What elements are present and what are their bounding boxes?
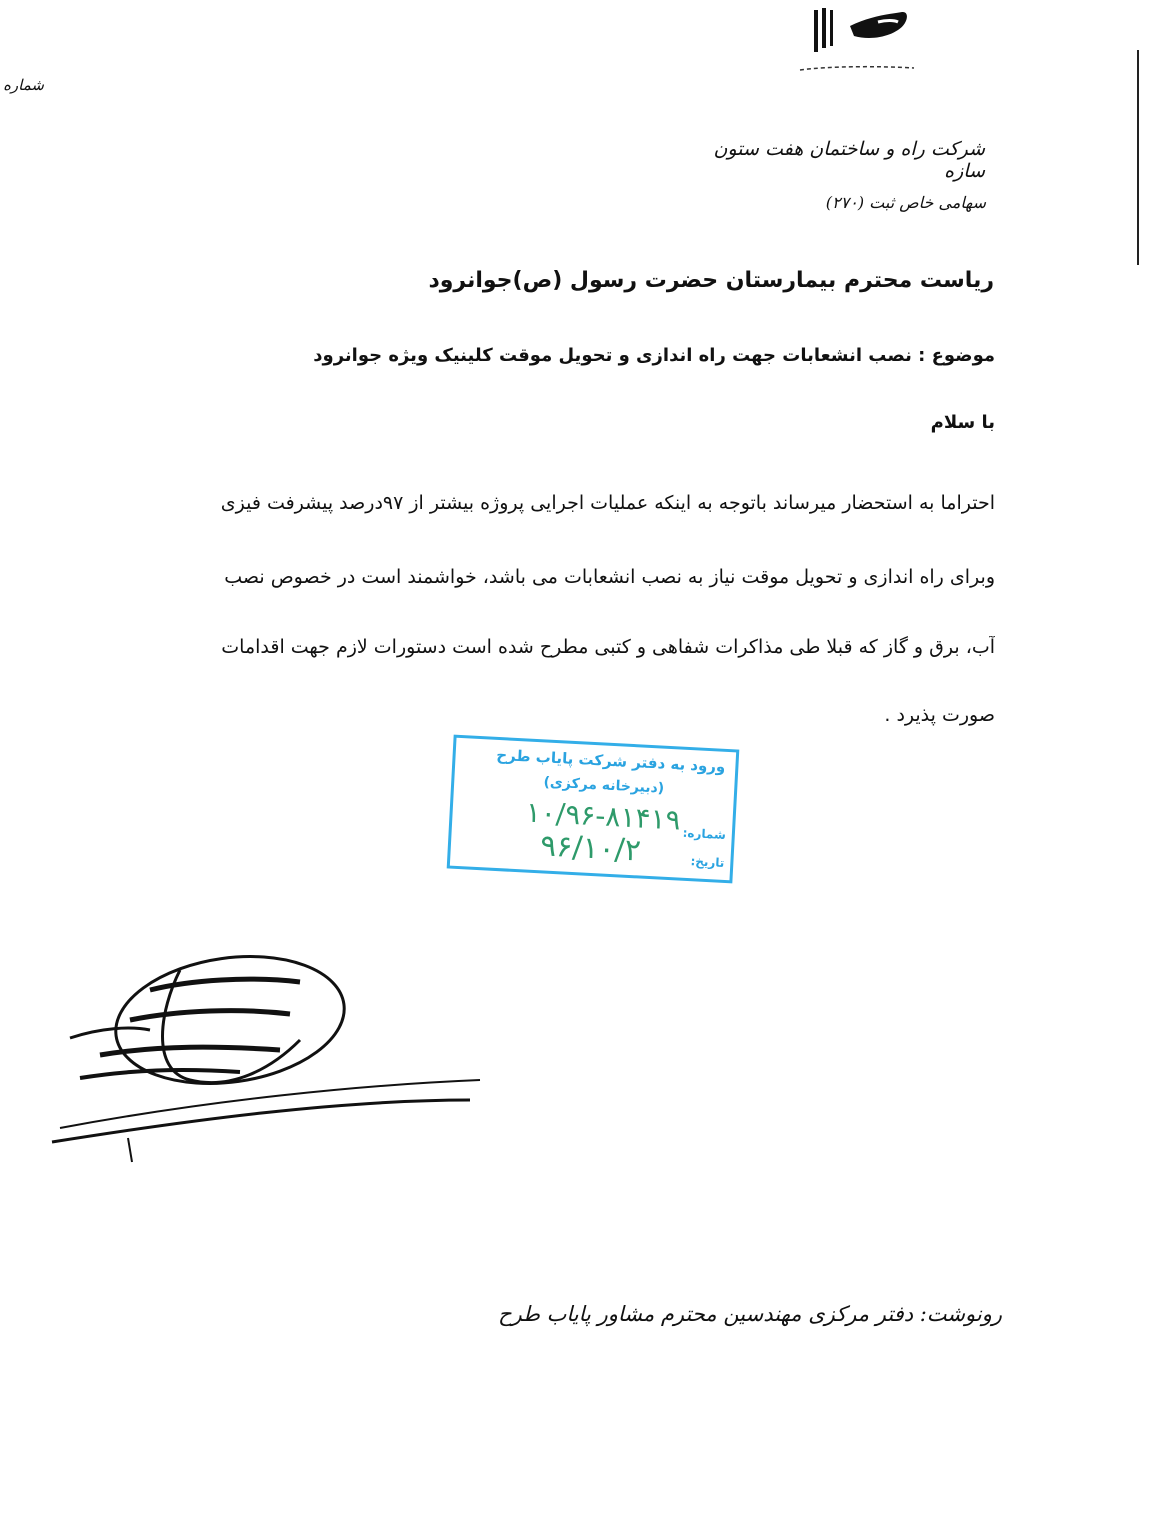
- company-name: شرکت راه و ساختمان هفت ستون سازه: [713, 138, 985, 182]
- registration-stamp: [447, 735, 740, 884]
- margin-rule: [1137, 50, 1139, 265]
- recipient-heading: ریاست محترم بیمارستان حضرت رسول (ص)جوانرود: [428, 268, 994, 293]
- body-line: آب، برق و گاز که قبلا طی مذاکرات شفاهی و کتبی مطرح شده است دستورات لازم جهت اقدامات: [221, 636, 995, 658]
- company-registration: سهامی خاص ثبت (۲۷۰): [825, 193, 986, 212]
- body-line: وبرای راه اندازی و تحویل موقت نیاز به نصب انشعابات می باشد، خواشمند است در خصوص نصب: [224, 566, 995, 588]
- cc-note: رونوشت: دفتر مرکزی مهندسین محترم مشاور پایاب طرح: [498, 1302, 1002, 1326]
- stamp-date-value: ۹۶/۱۰/۲: [539, 828, 642, 869]
- stamp-date-label: تاریخ:: [690, 854, 725, 870]
- signature-seal: [40, 950, 490, 1170]
- stamp-subtitle: (دبیرخانه مرکزی): [543, 774, 665, 797]
- subject-line: موضوع : نصب انشعابات جهت راه اندازی و تحویل موقت کلینیک ویژه جوانرود: [313, 345, 995, 366]
- body-line: صورت پذیرد .: [884, 704, 995, 726]
- body-line: احتراما به استحضار میرساند باتوجه به اینکه عملیات اجرایی پروژه بیشتر از ۹۷درصد پیشرفت فیزی: [220, 492, 995, 514]
- stamp-number-label: شماره:: [682, 825, 727, 842]
- stamp-title: ورود به دفتر شرکت پایاب طرح: [495, 745, 726, 776]
- number-label: شماره: [3, 76, 44, 94]
- greeting: با سلام: [930, 412, 995, 433]
- company-logo: [790, 6, 940, 84]
- stamp-number-value: ۱۰/۹۶-۸۱۴۱۹: [524, 795, 682, 837]
